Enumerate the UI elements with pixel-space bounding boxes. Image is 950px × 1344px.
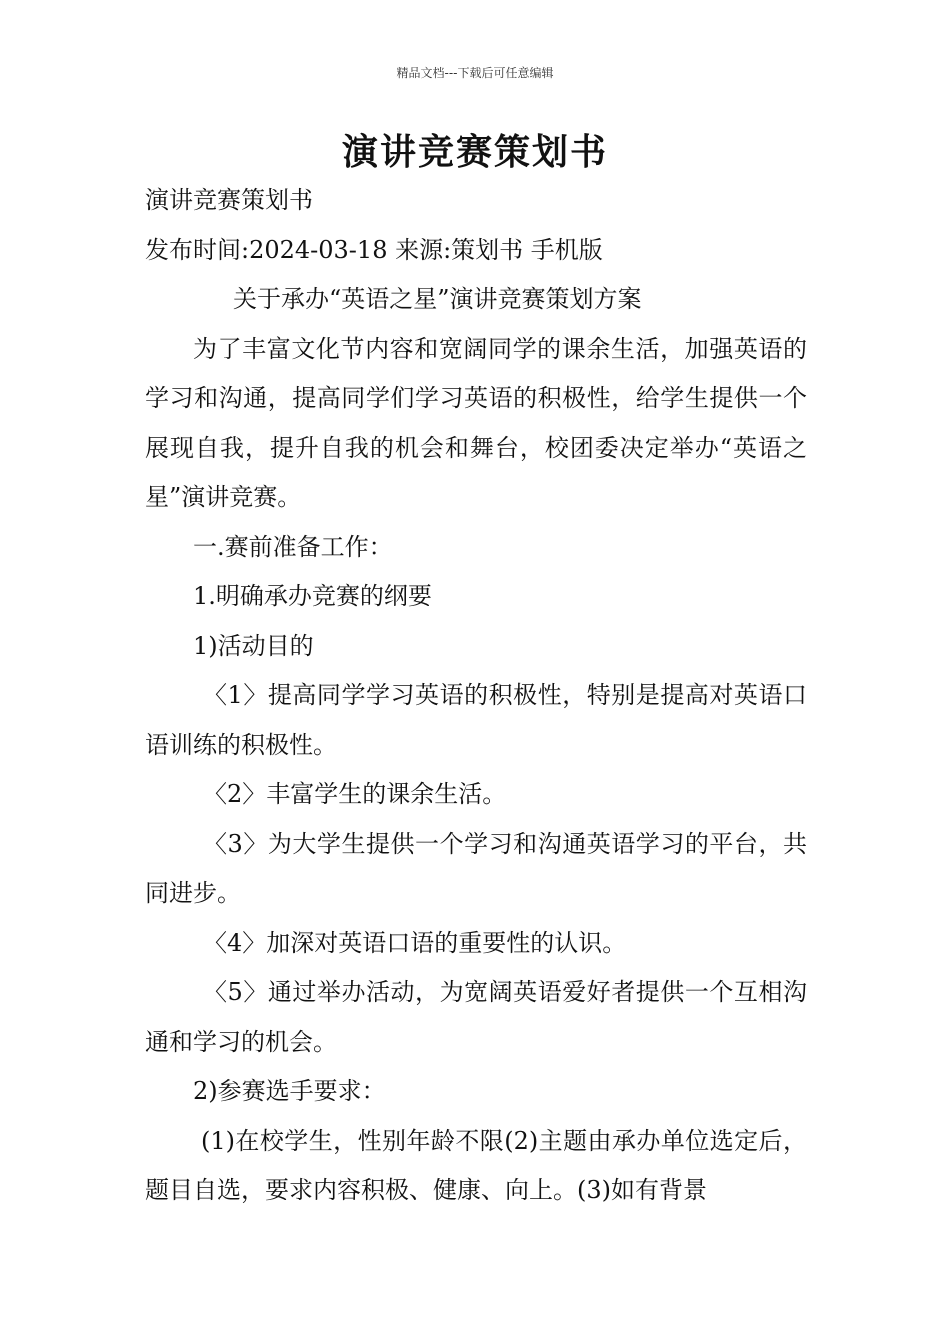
goal-item-4: 〈4〉加深对英语口语的重要性的认识。 [203,928,627,957]
document-body [145,176,807,1216]
item-outline: 1.明确承办竞赛的纲要 [193,582,432,610]
sub-heading-purpose: 1)活动目的 [193,631,314,660]
goal-item-1: 〈1〉提高同学学习英语的积极性，特别是提高对英语口语训练的积极性。 [145,681,807,759]
document-title: 演讲竞赛策划书 [341,132,608,173]
publish-info-line: 发布时间:2024-03-18 来源:策划书 手机版 [145,235,603,264]
header-note: 精品文档---下载后可任意编辑 [396,66,554,80]
section-heading-preparation: 一.赛前准备工作： [193,532,393,561]
goal-item-2: 〈2〉丰富学生的课余生活。 [203,780,507,808]
subtitle-line: 演讲竞赛策划书 [145,186,313,214]
plan-title: 关于承办“英语之星”演讲竞赛策划方案 [233,285,642,313]
goal-item-5: 〈5〉通过举办活动，为宽阔英语爱好者提供一个互相沟通和学习的机会。 [145,978,807,1056]
intro-paragraph: 为了丰富文化节内容和宽阔同学的课余生活，加强英语的学习和沟通，提高同学们学习英语的积极性，给学生提供一个展现自我，提升自我的机会和舞台，校团委决定举办“英语之星”演讲竞赛。 [145,334,807,511]
requirements-paragraph: (1)在校学生，性别年龄不限(2)主题由承办单位选定后，题目自选，要求内容积极、健康、向上。(3)如有背景 [145,1126,807,1204]
sub-heading-requirements: 2)参赛选手要求： [193,1077,386,1105]
goal-item-3: 〈3〉为大学生提供一个学习和沟通英语学习的平台，共同进步。 [145,829,807,907]
